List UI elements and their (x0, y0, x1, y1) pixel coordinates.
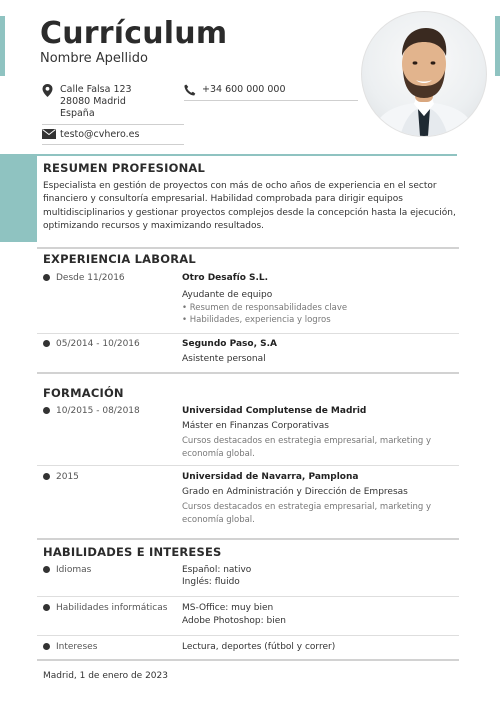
education-date: 10/2015 - 08/2018 (56, 406, 140, 416)
section-rule (37, 372, 459, 374)
contact-divider (42, 144, 184, 145)
contact-phone (184, 84, 358, 98)
address-line-1: Calle Falsa 123 (60, 84, 132, 95)
skill-value: MS-Office: muy bien (182, 603, 274, 613)
profile-photo-illustration (362, 12, 486, 136)
contact-email (42, 129, 184, 143)
education-school: Universidad de Navarra, Pamplona (182, 472, 359, 482)
timeline-bullet (43, 473, 50, 480)
skill-label: Idiomas (56, 565, 92, 575)
experience-company: Otro Desafío S.L. (182, 273, 269, 283)
person-name: Nombre Apellido (40, 51, 148, 66)
experience-role: Asistente personal (182, 354, 266, 364)
experience-role: Ayudante de equipo (182, 290, 273, 300)
contact-address (42, 84, 184, 124)
accent-bar-right (495, 16, 500, 76)
section-rule (37, 659, 459, 661)
experience-bullet: • Resumen de responsabilidades clave (182, 303, 348, 313)
summary-top-rule (37, 154, 457, 156)
education-title: FORMACIÓN (43, 386, 124, 400)
experience-company: Segundo Paso, S.A (182, 339, 277, 349)
skill-value: Español: nativo (182, 565, 252, 575)
skill-value: Adobe Photoshop: bien (182, 616, 286, 626)
timeline-bullet (43, 604, 50, 611)
education-date: 2015 (56, 472, 79, 482)
skill-label: Intereses (56, 642, 98, 652)
education-school: Universidad Complutense de Madrid (182, 406, 367, 416)
education-degree: Máster en Finanzas Corporativas (182, 421, 329, 431)
envelope-icon (42, 129, 56, 143)
experience-date: 05/2014 - 10/2016 (56, 339, 140, 349)
timeline-bullet (43, 340, 50, 347)
experience-bullet: • Habilidades, experiencia y logros (182, 315, 331, 325)
address-line-2: 28080 Madrid (60, 96, 126, 107)
education-note: Cursos destacados en estrategia empresarial, marketing y economía global. (182, 436, 431, 459)
skill-value: Inglés: fluido (182, 577, 240, 587)
experience-date: Desde 11/2016 (56, 273, 125, 283)
contact-divider (42, 124, 184, 125)
profile-photo (361, 11, 487, 137)
document-title: Currículum (40, 16, 228, 51)
summary-text: Especialista en gestión de proyectos con más de ocho años de experiencia en el sector financiero y consultoría empresarial. Habilidad comprobada para dirigir equipos multidisciplinarios y gestionar proyectos complejos desde la concepción hasta la ejecución, optimizando recursos y maximizando resultados. (43, 181, 456, 231)
section-rule (37, 247, 459, 249)
timeline-bullet (43, 566, 50, 573)
experience-title: EXPERIENCIA LABORAL (43, 252, 196, 266)
phone-number: +34 600 000 000 (202, 84, 286, 95)
entry-separator (37, 465, 459, 466)
summary-accent (0, 154, 37, 242)
entry-separator (37, 596, 459, 597)
section-rule (37, 538, 459, 540)
entry-separator (37, 333, 459, 334)
education-note: Cursos destacados en estrategia empresarial, marketing y economía global. (182, 502, 431, 525)
footer-place-date: Madrid, 1 de enero de 2023 (43, 671, 168, 681)
email-link[interactable]: testo@cvhero.es (60, 129, 140, 140)
timeline-bullet (43, 274, 50, 281)
location-pin-icon (42, 84, 53, 101)
education-degree: Grado en Administración y Dirección de Empresas (182, 487, 408, 497)
timeline-bullet (43, 643, 50, 650)
skill-value: Lectura, deportes (fútbol y correr) (182, 642, 336, 652)
timeline-bullet (43, 407, 50, 414)
skills-title: HABILIDADES E INTERESES (43, 545, 222, 559)
entry-separator (37, 635, 459, 636)
contact-divider (184, 100, 358, 101)
address-line-3: España (60, 108, 95, 119)
phone-icon (184, 84, 196, 100)
summary-title: RESUMEN PROFESIONAL (43, 161, 206, 175)
accent-bar-left (0, 16, 5, 76)
skill-label: Habilidades informáticas (56, 603, 168, 613)
